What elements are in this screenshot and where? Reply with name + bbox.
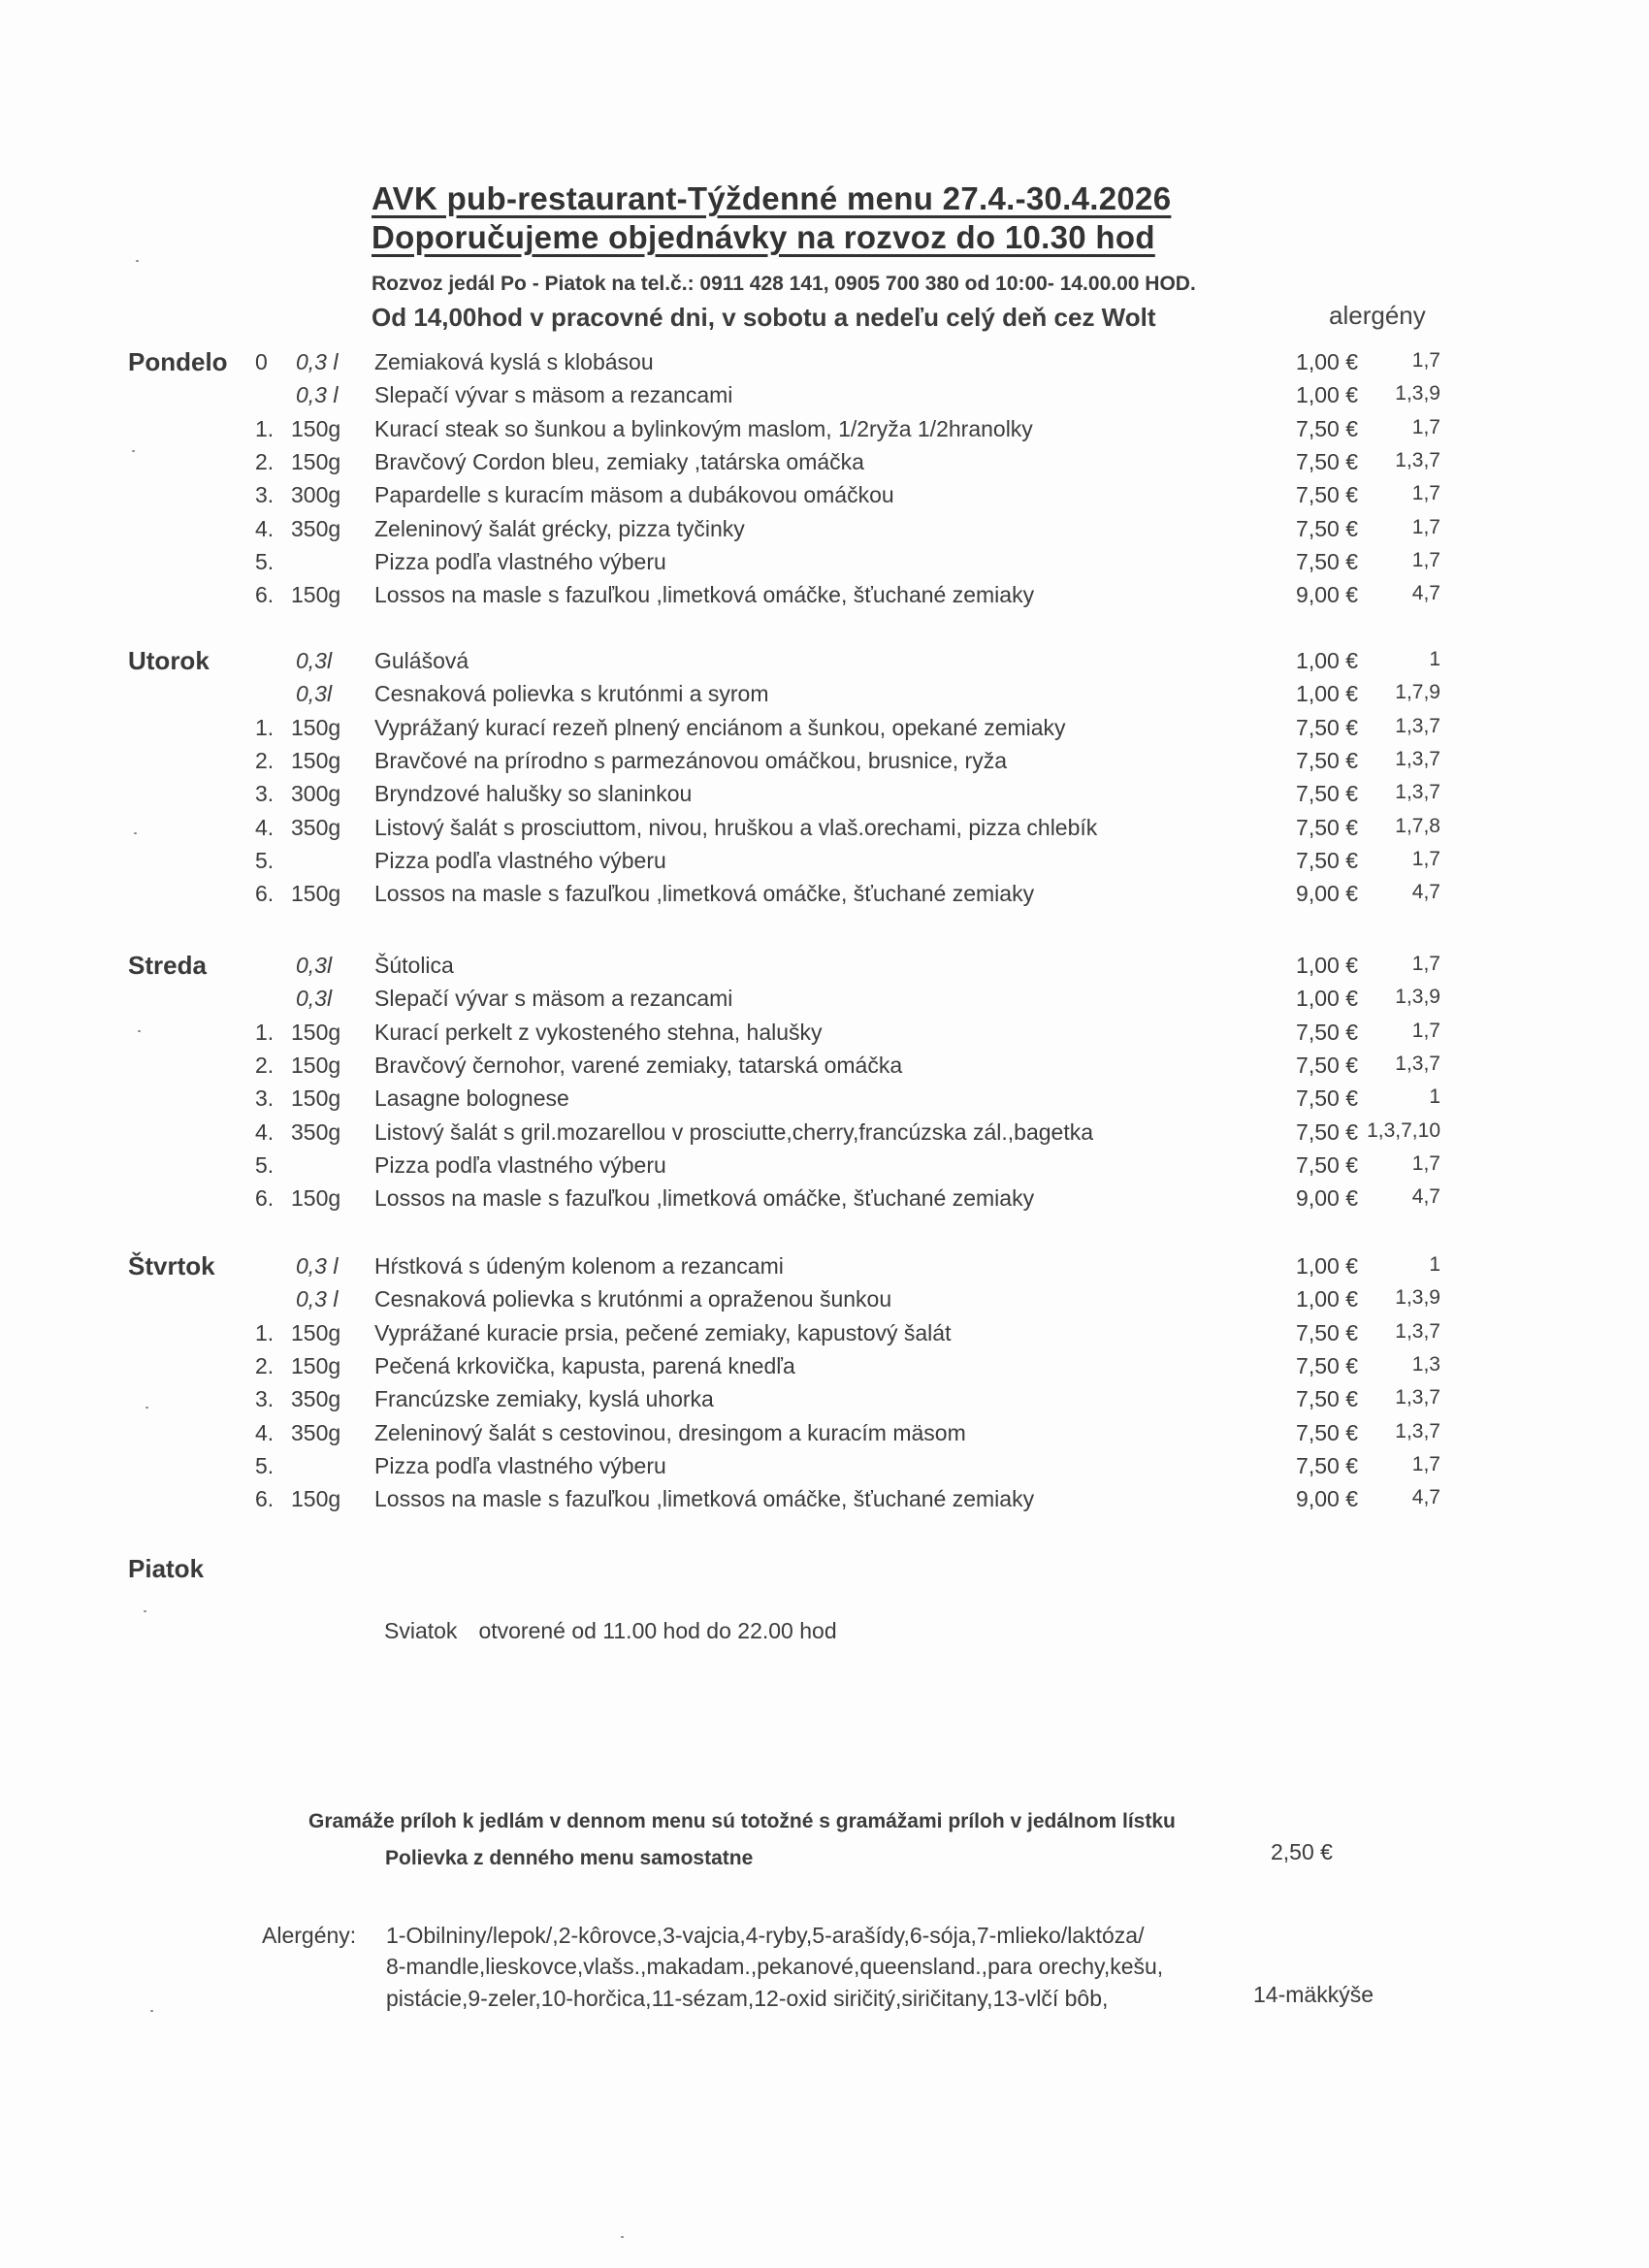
item-dish-name: Pizza podľa vlastného výberu (374, 1152, 666, 1178)
item-dish-name: Šútolica (374, 953, 454, 978)
item-price: 7,50 € (1296, 449, 1358, 474)
item-price: 1,00 € (1296, 681, 1358, 706)
item-portion: 0,3l (296, 953, 333, 978)
menu-item-row (0, 1420, 1649, 1453)
item-dish-name: Kurací perkelt z vykosteného stehna, halušky (374, 1020, 823, 1045)
item-price: 7,50 € (1296, 848, 1358, 873)
menu-item-row (0, 815, 1649, 848)
item-portion: 350g (291, 1119, 341, 1145)
item-allergens: 1,7 (1411, 1020, 1440, 1042)
item-portion: 150g (291, 582, 341, 607)
day-label-piatok: Piatok (128, 1554, 205, 1583)
item-price: 7,50 € (1296, 715, 1358, 740)
item-number: 5. (255, 549, 275, 574)
scan-speck (136, 260, 139, 262)
menu-item-row (0, 449, 1649, 482)
item-portion: 150g (291, 1353, 341, 1378)
item-allergens: 1,7,9 (1395, 681, 1440, 703)
item-price: 7,50 € (1296, 1020, 1358, 1045)
item-allergens: 1,3,7,10 (1367, 1119, 1440, 1142)
item-allergens: 1,3 (1411, 1353, 1440, 1376)
day-label: Štvrtok (128, 1251, 215, 1280)
item-dish-name: Pizza podľa vlastného výberu (374, 1453, 666, 1478)
scan-speck (144, 1610, 146, 1612)
item-portion: 150g (291, 715, 341, 740)
item-price: 7,50 € (1296, 781, 1358, 806)
scan-speck (138, 1030, 141, 1032)
item-allergens: 1,3,9 (1395, 382, 1440, 405)
item-price: 1,00 € (1296, 349, 1358, 374)
item-dish-name: Papardelle s kuracím mäsom a dubákovou omáčkou (374, 482, 894, 507)
item-allergens: 1,3,7 (1395, 1386, 1440, 1409)
item-number: 3. (255, 1085, 275, 1111)
item-number: 1. (255, 1020, 275, 1045)
menu-item-row (0, 1119, 1649, 1152)
scan-speck (134, 832, 137, 834)
item-dish-name: Bryndzové halušky so slaninkou (374, 781, 693, 806)
item-price: 7,50 € (1296, 1453, 1358, 1478)
item-number: 6. (255, 881, 275, 906)
item-allergens: 4,7 (1411, 1185, 1440, 1208)
item-price: 1,00 € (1296, 986, 1358, 1011)
menu-item-row (0, 881, 1649, 914)
item-price: 1,00 € (1296, 1253, 1358, 1279)
item-portion: 0,3l (296, 986, 333, 1011)
menu-item-row (0, 1152, 1649, 1185)
item-price: 7,50 € (1296, 748, 1358, 773)
item-number: 0 (255, 349, 268, 374)
menu-item-row (0, 1486, 1649, 1519)
menu-item-row (0, 986, 1649, 1019)
item-portion: 150g (291, 1020, 341, 1045)
item-number: 6. (255, 1185, 275, 1211)
item-dish-name: Listový šalát s prosciuttom, nivou, hruškou a vlaš.orechami, pizza chlebík (374, 815, 1098, 840)
menu-item-row (0, 715, 1649, 748)
item-portion: 0,3l (296, 681, 333, 706)
item-allergens: 1,7 (1411, 953, 1440, 975)
item-price: 1,00 € (1296, 648, 1358, 673)
item-allergens: 4,7 (1411, 582, 1440, 604)
menu-item-row (0, 1185, 1649, 1218)
item-dish-name: Zeleninový šalát s cestovinou, dresingom a kuracím mäsom (374, 1420, 966, 1445)
item-number: 4. (255, 815, 275, 840)
item-dish-name: Listový šalát s gril.mozarellou v prosciutte,cherry,francúzska zál.,bagetka (374, 1119, 1093, 1145)
item-dish-name: Gulášová (374, 648, 469, 673)
item-price: 1,00 € (1296, 953, 1358, 978)
item-number: 4. (255, 516, 275, 541)
item-number: 1. (255, 1320, 275, 1345)
item-allergens: 4,7 (1411, 1486, 1440, 1508)
delivery-info: Rozvoz jedál Po - Piatok na tel.č.: 0911 428 141, 0905 700 380 od 10:00- 14.00.00 HOD. (372, 273, 1196, 295)
item-price: 1,00 € (1296, 1286, 1358, 1312)
soup-alone-note: Polievka z denného menu samostatne (385, 1847, 754, 1869)
scan-speck (146, 1407, 148, 1409)
allergen-legend-line: pistácie,9-zeler,10-horčica,11-sézam,12-oxid siričitý,siričitany,13-vlčí bôb, (386, 1986, 1109, 2011)
item-dish-name: Lossos na masle s fazuľkou ,limetková omáčke, šťuchané zemiaky (374, 582, 1035, 607)
menu-item-row (0, 1020, 1649, 1053)
item-price: 7,50 € (1296, 516, 1358, 541)
item-allergens: 1,7 (1411, 516, 1440, 538)
holiday-opening-hours: otvorené od 11.00 hod do 22.00 hod (478, 1618, 837, 1643)
item-portion: 0,3 l (296, 382, 339, 407)
menu-item-row (0, 748, 1649, 781)
item-number: 5. (255, 848, 275, 873)
menu-item-row (0, 1320, 1649, 1353)
item-dish-name: Bravčové na prírodno s parmezánovou omáčkou, brusnice, ryža (374, 748, 1007, 773)
item-number: 5. (255, 1152, 275, 1178)
item-portion: 0,3l (296, 648, 333, 673)
item-portion: 150g (291, 1185, 341, 1211)
item-dish-name: Cesnaková polievka s krutónmi a syrom (374, 681, 769, 706)
menu-item-row (0, 648, 1649, 681)
item-portion: 0,3 l (296, 349, 339, 374)
item-portion: 150g (291, 1085, 341, 1111)
item-price: 7,50 € (1296, 1320, 1358, 1345)
menu-item-row (0, 1353, 1649, 1386)
item-allergens: 1,7,8 (1395, 815, 1440, 837)
item-dish-name: Lasagne bolognese (374, 1085, 569, 1111)
menu-item-row (0, 482, 1649, 515)
item-portion: 150g (291, 1486, 341, 1511)
item-dish-name: Vyprážaný kurací rezeň plnený enciánom a šunkou, opekané zemiaky (374, 715, 1066, 740)
item-portion: 300g (291, 482, 341, 507)
item-allergens: 1,7 (1411, 416, 1440, 438)
item-price: 7,50 € (1296, 1085, 1358, 1111)
item-dish-name: Bravčový černohor, varené zemiaky, tatarská omáčka (374, 1053, 903, 1078)
item-number: 4. (255, 1119, 275, 1145)
menu-item-row (0, 1253, 1649, 1286)
item-dish-name: Lossos na masle s fazuľkou ,limetková omáčke, šťuchané zemiaky (374, 881, 1035, 906)
holiday-notice (384, 1618, 837, 1644)
item-allergens: 1,7 (1411, 549, 1440, 571)
item-portion: 150g (291, 881, 341, 906)
item-dish-name: Pizza podľa vlastného výberu (374, 848, 666, 873)
item-dish-name: Cesnaková polievka s krutónmi a opraženou šunkou (374, 1286, 892, 1312)
item-dish-name: Zemiaková kyslá s klobásou (374, 349, 654, 374)
item-number: 2. (255, 1353, 275, 1378)
menu-item-row (0, 349, 1649, 382)
item-number: 2. (255, 748, 275, 773)
allergen-legend-line: 14-mäkkýše (1253, 1982, 1374, 2007)
item-portion: 350g (291, 815, 341, 840)
menu-item-row (0, 516, 1649, 549)
item-portion: 350g (291, 516, 341, 541)
item-dish-name: Hŕstková s údeným kolenom a rezancami (374, 1253, 784, 1279)
day-label: Utorok (128, 646, 210, 675)
item-allergens: 1,3,7 (1395, 748, 1440, 770)
allergen-legend-label: Alergény: (262, 1923, 357, 1948)
item-dish-name: Slepačí vývar s mäsom a rezancami (374, 986, 733, 1011)
item-dish-name: Francúzske zemiaky, kyslá uhorka (374, 1386, 714, 1411)
item-price: 7,50 € (1296, 1420, 1358, 1445)
item-allergens: 1,3,7 (1395, 1420, 1440, 1442)
item-price: 7,50 € (1296, 482, 1358, 507)
item-price: 7,50 € (1296, 416, 1358, 441)
item-allergens: 1,3,7 (1395, 1320, 1440, 1343)
item-price: 1,00 € (1296, 382, 1358, 407)
side-weights-note: Gramáže príloh k jedlám v dennom menu sú totožné s gramážami príloh v jedálnom lístku (308, 1810, 1176, 1832)
item-dish-name: Pizza podľa vlastného výberu (374, 549, 666, 574)
item-allergens: 1 (1429, 1085, 1440, 1108)
item-price: 7,50 € (1296, 1119, 1358, 1145)
item-price: 7,50 € (1296, 549, 1358, 574)
item-portion: 150g (291, 449, 341, 474)
item-portion: 350g (291, 1420, 341, 1445)
item-allergens: 1,7 (1411, 848, 1440, 870)
item-allergens: 1,7 (1411, 1453, 1440, 1475)
menu-item-row (0, 1386, 1649, 1419)
item-number: 3. (255, 1386, 275, 1411)
menu-item-row (0, 953, 1649, 986)
menu-item-row (0, 1085, 1649, 1118)
item-portion: 150g (291, 1053, 341, 1078)
item-allergens: 1,3,7 (1395, 1053, 1440, 1075)
item-dish-name: Bravčový Cordon bleu, zemiaky ,tatárska omáčka (374, 449, 864, 474)
item-price: 7,50 € (1296, 815, 1358, 840)
item-allergens: 1,7 (1411, 1152, 1440, 1175)
item-number: 4. (255, 1420, 275, 1445)
menu-item-row (0, 582, 1649, 615)
item-price: 7,50 € (1296, 1353, 1358, 1378)
soup-alone-price: 2,50 € (1271, 1839, 1333, 1864)
item-number: 6. (255, 1486, 275, 1511)
item-number: 1. (255, 715, 275, 740)
item-price: 7,50 € (1296, 1053, 1358, 1078)
item-allergens: 1,3,9 (1395, 986, 1440, 1008)
item-portion: 150g (291, 748, 341, 773)
wolt-info: Od 14,00hod v pracovné dni, v sobotu a nedeľu celý deň cez Wolt (372, 303, 1156, 332)
item-number: 5. (255, 1453, 275, 1478)
item-portion: 0,3 l (296, 1253, 339, 1279)
item-allergens: 1,3,7 (1395, 449, 1440, 471)
scan-speck (132, 450, 135, 452)
item-number: 1. (255, 416, 275, 441)
item-dish-name: Kurací steak so šunkou a bylinkovým maslom, 1/2ryža 1/2hranolky (374, 416, 1033, 441)
allergen-legend-line: 1-Obilniny/lepok/,2-kôrovce,3-vajcia,4-ryby,5-arašídy,6-sója,7-mlieko/laktóza/ (386, 1923, 1145, 1948)
menu-item-row (0, 1453, 1649, 1486)
item-price: 9,00 € (1296, 1486, 1358, 1511)
menu-item-row (0, 848, 1649, 881)
item-dish-name: Lossos na masle s fazuľkou ,limetková omáčke, šťuchané zemiaky (374, 1486, 1035, 1511)
item-allergens: 4,7 (1411, 881, 1440, 903)
allergens-column-header: alergény (1329, 301, 1426, 330)
scan-speck (150, 2010, 153, 2012)
item-allergens: 1,3,7 (1395, 781, 1440, 803)
item-dish-name: Lossos na masle s fazuľkou ,limetková omáčke, šťuchané zemiaky (374, 1185, 1035, 1211)
delivery-order-recommendation: Doporučujeme objednávky na rozvoz do 10.30 hod (372, 219, 1155, 255)
item-dish-name: Zeleninový šalát grécky, pizza tyčinky (374, 516, 745, 541)
item-portion: 300g (291, 781, 341, 806)
menu-item-row (0, 549, 1649, 582)
item-allergens: 1,7 (1411, 349, 1440, 372)
item-dish-name: Vyprážané kuracie prsia, pečené zemiaky, kapustový šalát (374, 1320, 952, 1345)
item-allergens: 1,3,7 (1395, 715, 1440, 737)
item-price: 7,50 € (1296, 1152, 1358, 1178)
scan-speck (621, 2236, 624, 2238)
menu-title: AVK pub-restaurant-Týždenné menu 27.4.-30.4.2026 (372, 180, 1172, 216)
item-number: 6. (255, 582, 275, 607)
item-dish-name: Pečená krkovička, kapusta, parená knedľa (374, 1353, 795, 1378)
item-allergens: 1,7 (1411, 482, 1440, 504)
item-number: 3. (255, 482, 275, 507)
item-dish-name: Slepačí vývar s mäsom a rezancami (374, 382, 733, 407)
item-allergens: 1 (1429, 648, 1440, 670)
item-portion: 0,3 l (296, 1286, 339, 1312)
item-number: 2. (255, 449, 275, 474)
holiday-label: Sviatok (384, 1618, 458, 1643)
item-portion: 150g (291, 416, 341, 441)
item-price: 7,50 € (1296, 1386, 1358, 1411)
item-price: 9,00 € (1296, 881, 1358, 906)
item-allergens: 1 (1429, 1253, 1440, 1276)
item-allergens: 1,3,9 (1395, 1286, 1440, 1309)
item-number: 3. (255, 781, 275, 806)
item-portion: 150g (291, 1320, 341, 1345)
menu-item-row (0, 382, 1649, 415)
item-portion: 350g (291, 1386, 341, 1411)
menu-item-row (0, 781, 1649, 814)
menu-item-row (0, 1053, 1649, 1085)
menu-item-row (0, 416, 1649, 449)
day-label: Streda (128, 951, 207, 980)
menu-item-row (0, 681, 1649, 714)
day-label: Pondelo (128, 347, 228, 376)
item-number: 2. (255, 1053, 275, 1078)
allergen-legend-line: 8-mandle,lieskovce,vlašs.,makadam.,pekanové,queensland.,para orechy,kešu, (386, 1954, 1164, 1979)
menu-item-row (0, 1286, 1649, 1319)
item-price: 9,00 € (1296, 1185, 1358, 1211)
item-price: 9,00 € (1296, 582, 1358, 607)
